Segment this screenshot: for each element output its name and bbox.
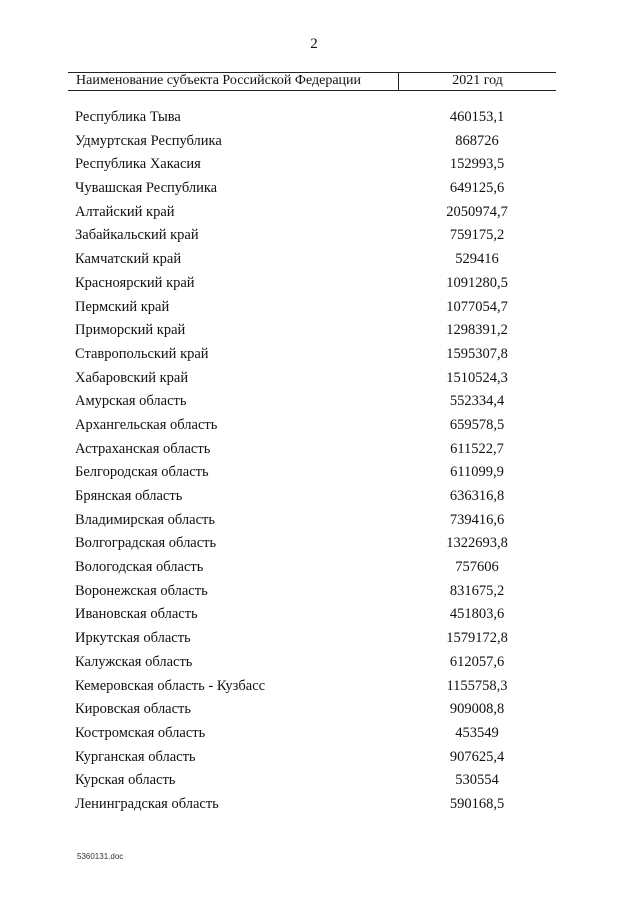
header-bottom-rule [68,90,556,91]
region-name: Кировская область [75,701,192,718]
table-row [0,628,640,652]
region-value: 649125,6 [449,180,505,197]
region-name: Республика Хакасия [75,156,201,173]
region-value: 552334,4 [449,393,505,410]
table-row [0,747,640,771]
region-name: Ставропольский край [75,345,209,362]
region-value: 611099,9 [450,464,504,481]
table-row [0,131,640,155]
region-name: Вологодская область [75,559,204,576]
region-value: 529416 [455,251,499,268]
table-row [0,581,640,605]
region-name: Ленинградская область [75,795,219,812]
table-row [0,249,640,273]
table-row [0,297,640,321]
region-name: Приморский край [75,322,186,339]
table-row [0,604,640,628]
region-value: 1077054,7 [446,298,508,315]
region-name: Иркутская область [75,630,191,647]
region-value: 907625,4 [449,748,505,765]
table-row [0,533,640,557]
region-name: Чувашская Республика [75,180,218,197]
table-row [0,344,640,368]
header-name-column: Наименование субъекта Российской Федерации [76,73,362,88]
region-name: Пермский край [75,298,170,315]
region-name: Ивановская область [75,606,198,623]
table-row [0,794,640,818]
region-name: Курганская область [75,748,196,765]
region-name: Красноярский край [75,274,195,291]
table-row [0,225,640,249]
region-value: 612057,6 [449,653,505,670]
region-value: 1595307,8 [446,345,508,362]
table-row [0,273,640,297]
region-value: 152993,5 [449,156,505,173]
region-value: 909008,8 [449,701,505,718]
table-row [0,178,640,202]
region-name: Астраханская область [75,440,211,457]
region-name: Хабаровский край [75,369,189,386]
region-value: 590168,5 [449,795,505,812]
table-row [0,770,640,794]
table-row [0,368,640,392]
region-value: 460153,1 [449,109,505,125]
region-name: Воронежская область [75,582,208,599]
region-value: 739416,6 [449,511,505,528]
region-value: 453549 [455,724,499,741]
region-value: 1579172,8 [446,630,508,647]
table-row [0,320,640,344]
region-name: Забайкальский край [75,227,199,244]
region-name: Удмуртская Республика [75,132,222,149]
table-row [0,486,640,510]
region-value: 2050974,7 [446,203,508,220]
region-value: 1091280,5 [446,274,508,291]
region-value: 868726 [455,132,499,149]
document-footer: 5360131.doc [77,852,124,861]
region-value: 1298391,2 [446,322,508,339]
region-name: Амурская область [75,393,187,410]
page-number: 2 [310,36,318,52]
table-row [0,154,640,178]
region-name: Волгоградская область [75,535,217,552]
region-name: Курская область [75,772,176,789]
region-name: Республика Тыва [75,109,181,125]
table-row [0,202,640,226]
table-row [0,699,640,723]
region-name: Брянская область [75,488,183,504]
region-value: 1510524,3 [446,369,508,386]
region-value: 611522,7 [450,440,504,457]
region-value: 757606 [455,559,499,576]
table-row [0,510,640,534]
table-row [0,462,640,486]
table-row [0,107,640,131]
table-row [0,391,640,415]
region-name: Белгородская область [75,464,209,481]
region-name: Алтайский край [75,203,175,220]
table-body [0,107,640,818]
region-value: 451803,6 [449,606,505,623]
table-row [0,676,640,700]
table-row [0,723,640,747]
table-header [68,72,556,91]
region-value: 636316,8 [449,488,505,504]
table-row [0,439,640,463]
header-year-column: 2021 год [452,73,503,88]
region-name: Калужская область [75,653,193,670]
region-name: Камчатский край [75,251,182,268]
region-value: 831675,2 [449,582,505,599]
region-value: 659578,5 [449,416,505,433]
region-value: 1322693,8 [446,535,508,552]
region-name: Архангельская область [75,416,218,433]
table-row [0,415,640,439]
region-value: 759175,2 [449,227,505,244]
table-row [0,652,640,676]
table-row [0,557,640,581]
region-name: Владимирская область [75,511,215,528]
region-value: 530554 [455,772,499,789]
region-name: Кемеровская область - Кузбасс [75,677,266,694]
region-name: Костромская область [75,724,206,741]
region-value: 1155758,3 [446,677,508,694]
